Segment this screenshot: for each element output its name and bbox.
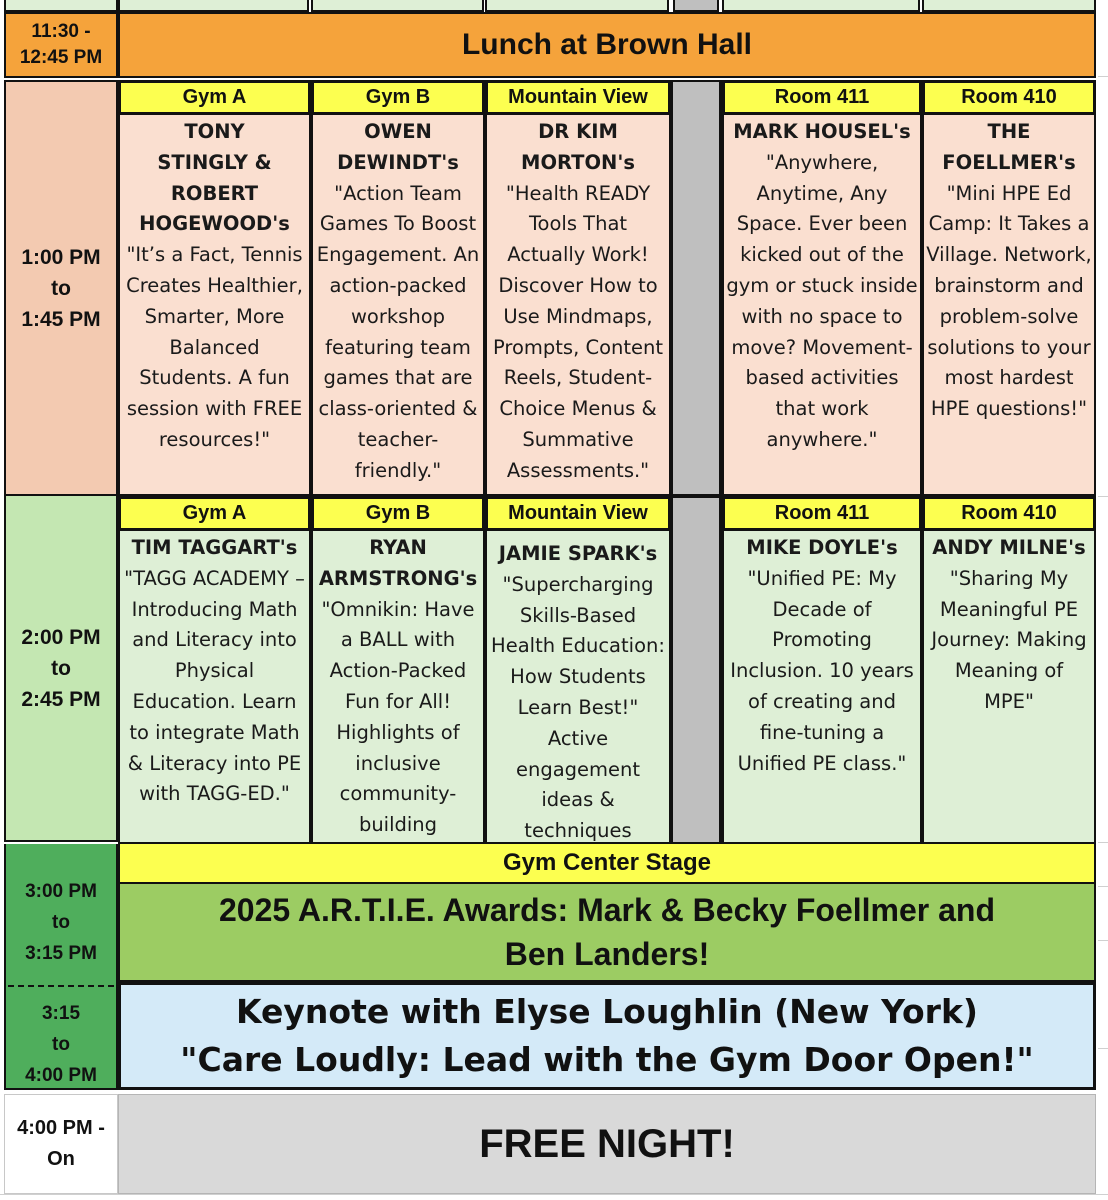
block1-session-room-411 [724,115,920,494]
awards-line-1: 2025 A.R.T.I.E. Awards: Mark & Becky Foellmer and [219,892,995,928]
free-time-start: 4:00 PM - [17,1117,105,1139]
block2-session-room-411 [724,531,920,842]
session-description: "Action Team Games To Boost Engagement. An action-packed workshop featuring team games that are class-oriented & teacher-friendly." [316,181,480,482]
gridline [1098,1048,1108,1049]
top-stub-cell [485,0,669,12]
block1-session-gym-a [120,115,309,494]
lunch-time-end: 12:45 PM [19,47,103,68]
keynote-time-to: to [52,1033,70,1055]
keynote-time-end: 4:00 PM [25,1064,97,1086]
gridline [1098,886,1108,887]
free-time-end: On [47,1148,75,1170]
keynote-banner [118,982,1096,1090]
session-speaker: RYAN ARMSTRONG's [318,536,478,590]
awards-venue: Gym Center Stage [502,849,712,876]
block1-session-gym-b [313,115,483,494]
block2-room-gym-b: Gym B [313,498,483,529]
top-stub-cell [722,0,920,12]
top-stub-cell [922,0,1096,12]
block2-time-end: 2:45 PM [21,687,101,711]
session-description: "Mini HPE Ed Camp: It Takes a Village. Network, brainstorm and problem-solve solutions to your most hardest HPE questions!" [926,181,1092,421]
session-description: "Unified PE: My Decade of Promoting Inclusion. 10 years of creating and fine-tuning a Unified PE class." [730,566,914,775]
lunch-banner [118,12,1096,78]
block2-room-gym-a: Gym A [120,498,309,529]
gridline [0,1194,1108,1195]
lunch-time-cell [4,12,118,78]
block1-room-gym-a: Gym A [120,82,309,113]
session-speaker: MIKE DOYLE's [746,536,898,559]
session-description: "Supercharging Skills-Based Health Education: How Students Learn Best!" Active engagement ideas & techniques [491,572,665,843]
block1-room-gym-b: Gym B [313,82,483,113]
block1-divider-column [673,82,719,494]
block2-room-mountain-view: Mountain View [487,498,669,529]
awards-venue-bar [118,844,1096,884]
block1-room-411: Room 411 [724,82,920,113]
block2-session-mountain-view [487,531,669,842]
block2-session-room-410 [924,531,1094,842]
block2-divider-column [673,498,719,842]
block1-time-cell [4,80,118,496]
session-speaker: OWEN DEWINDT's [337,120,459,174]
session-speaker: MARK HOUSEL's [733,120,911,143]
free-night-title: FREE NIGHT! [479,1121,735,1166]
awards-line-2: Ben Landers! [504,936,710,972]
lunch-time-start: 11:30 - [31,21,91,42]
gridline [1098,76,1108,77]
session-speaker: THE FOELLMER's [942,120,1076,174]
session-description: "Anywhere, Anytime, Any Space. Ever been kicked out of the gym or stuck inside with no space to move? Movement-based activities that work anywhere." [726,150,918,451]
top-stub-time [4,0,118,12]
lunch-title: Lunch at Brown Hall [461,28,752,61]
block2-room-410: Room 410 [924,498,1094,529]
gridline [1098,496,1108,497]
awards-time-to: to [52,911,70,933]
block1-session-room-410 [924,115,1094,494]
keynote-time-cell [4,998,118,1090]
block1-time-start: 1:00 PM [21,245,101,269]
session-speaker: JAMIE SPARK's [498,542,658,565]
block2-session-gym-a [120,531,309,842]
session-speaker: DR KIM MORTON's [521,120,635,174]
free-time-cell [4,1094,118,1194]
top-stub-cell [118,0,309,12]
top-stub-divider [673,0,719,12]
top-stub-row [0,0,1100,12]
keynote-time-start: 3:15 [41,1002,81,1024]
time-dashed-separator [8,985,114,987]
block1-session-mountain-view [487,115,669,494]
block1-time-end: 1:45 PM [21,307,101,331]
block2-session-gym-b [313,531,483,842]
block2-time-to: to [51,656,71,680]
block2-time-start: 2:00 PM [21,625,101,649]
keynote-line-2: "Care Loudly: Lead with the Gym Door Open!" [180,1040,1034,1079]
block1-room-410: Room 410 [924,82,1094,113]
keynote-line-1: Keynote with Elyse Loughlin (New York) [236,992,978,1031]
awards-time-end: 3:15 PM [25,942,97,964]
block2-time-cell [4,496,118,842]
session-description: "Omnikin: Have a BALL with Action-Packed Fun for All! Highlights of inclusive community-building [321,597,475,837]
session-description: "TAGG ACADEMY – Introducing Math and Literacy into Physical Education. Learn to integrate Math & Literacy into PE with TAGG-ED." [124,566,305,806]
block2-room-411: Room 411 [724,498,920,529]
awards-banner [118,884,1096,982]
session-description: "It’s a Fact, Tennis Creates Healthier, Smarter, More Balanced Students. A fun session with FREE resources!" [126,243,303,451]
session-speaker: ANDY MILNE's [932,536,1086,559]
top-stub-cell [311,0,484,12]
block1-room-mountain-view: Mountain View [487,82,669,113]
session-description: "Sharing My Meaningful PE Journey: Making Meaning of MPE" [931,566,1087,713]
awards-time-cell [4,874,118,970]
session-speaker: TIM TAGGART's [131,536,298,559]
block1-time-to: to [51,276,71,300]
session-speaker: TONY STINGLY & ROBERT HOGEWOOD's [139,120,290,236]
session-description: "Health READY Tools That Actually Work! Discover How to Use Mindmaps, Prompts, Content Reels, Student-Choice Menus & Summative Assessments." [492,181,664,482]
awards-time-start: 3:00 PM [25,880,97,902]
gridline [1098,940,1108,941]
free-night-banner [118,1094,1096,1194]
gridline [1098,842,1108,843]
